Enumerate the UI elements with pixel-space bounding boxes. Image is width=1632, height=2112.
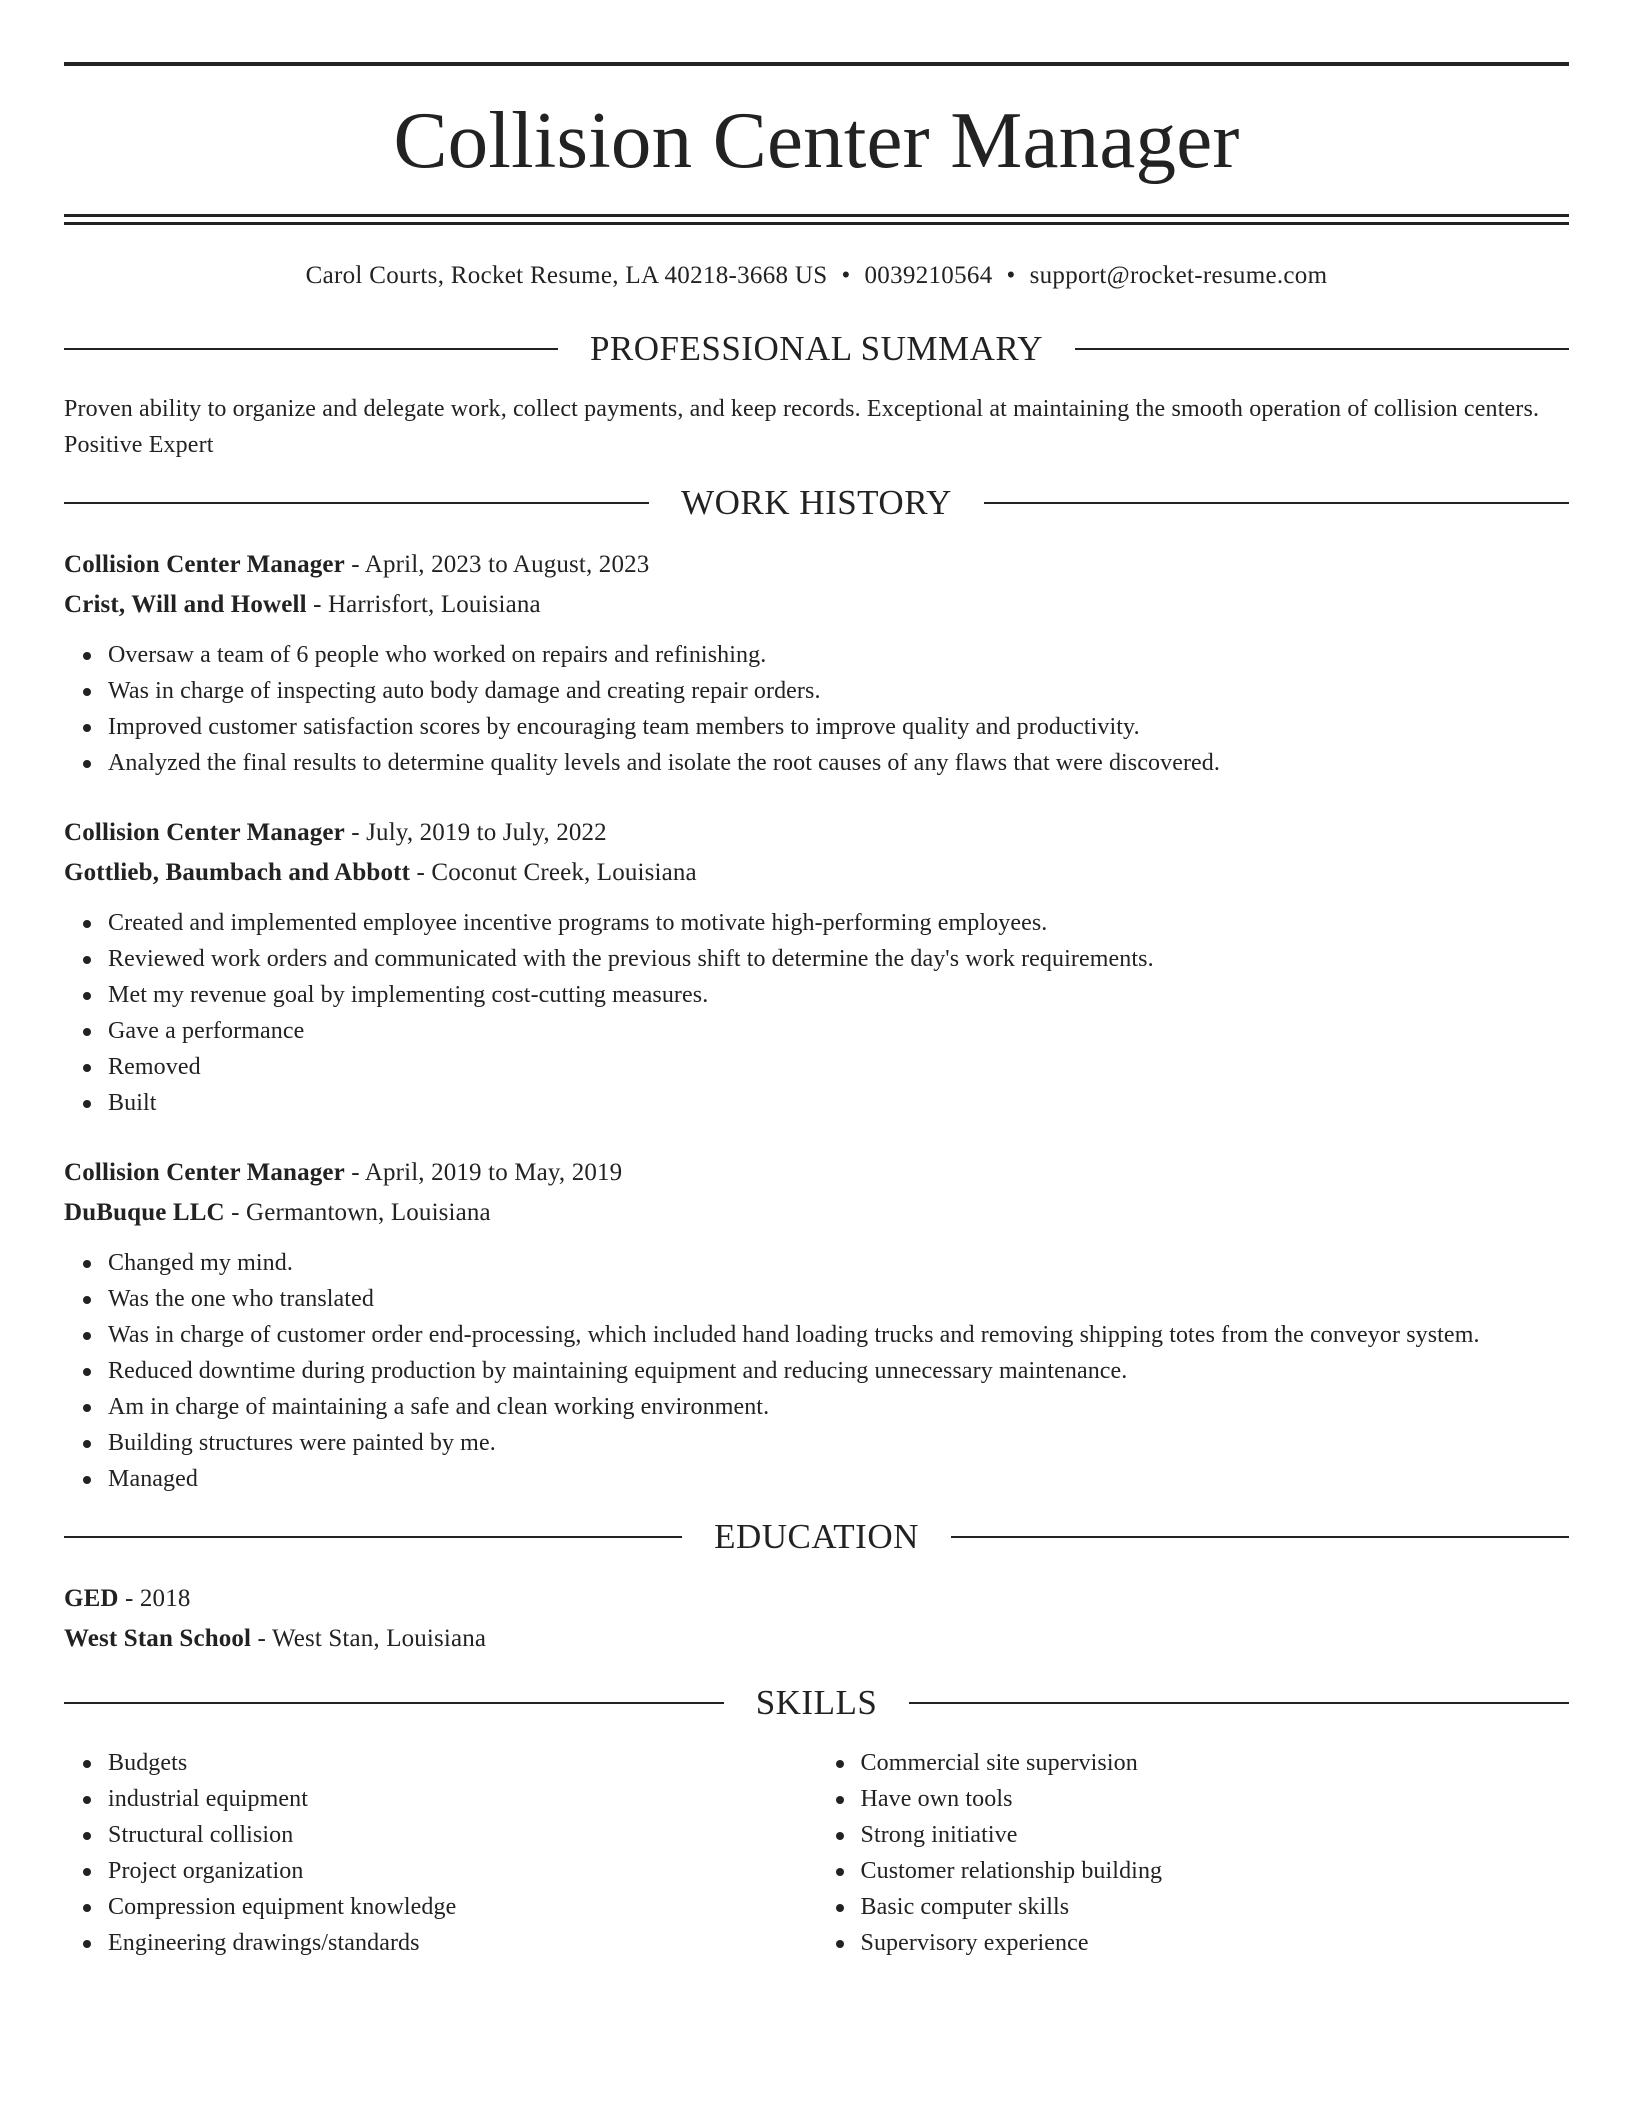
contact-separator: • (841, 262, 851, 289)
job-dates: - July, 2019 to July, 2022 (344, 819, 607, 846)
skill-item: Supervisory experience (861, 1925, 1570, 1961)
education-entry (64, 1579, 1569, 1659)
job-entry (64, 545, 1569, 781)
contact-separator: • (1006, 262, 1016, 289)
job-bullet: Reduced downtime during production by maintaining equipment and reducing unnecessary maintenance. (108, 1353, 1569, 1389)
section-title: SKILLS (755, 1683, 878, 1722)
heading-rule (1075, 348, 1569, 350)
education-year: - 2018 (118, 1585, 191, 1612)
job-bullet: Built (108, 1085, 1569, 1121)
job-bullet: Improved customer satisfaction scores by encouraging team members to improve quality and productivity. (108, 709, 1569, 745)
heading-rule (909, 1702, 1569, 1704)
contact-email: support@rocket-resume.com (1029, 262, 1328, 289)
skill-item: Budgets (108, 1745, 817, 1781)
job-bullet: Was in charge of customer order end-processing, which included hand loading trucks and removing shipping totes from the conveyor system. (108, 1317, 1569, 1353)
skill-item: Basic computer skills (861, 1889, 1570, 1925)
job-bullet: Changed my mind. (108, 1245, 1569, 1281)
job-dates: - April, 2019 to May, 2019 (344, 1159, 623, 1186)
skill-item: Engineering drawings/standards (108, 1925, 817, 1961)
heading-rule (984, 502, 1569, 504)
skill-item: Have own tools (861, 1781, 1570, 1817)
top-rule (64, 62, 1569, 66)
job-bullets (64, 637, 1569, 781)
job-location: - Germantown, Louisiana (224, 1199, 491, 1226)
job-bullet: Reviewed work orders and communicated with the previous shift to determine the day's work requirements. (108, 941, 1569, 977)
summary-text: Proven ability to organize and delegate work, collect payments, and keep records. Exceptional at maintaining the smooth operation of collision centers. Positive Expert (64, 396, 1540, 458)
job-bullet: Met my revenue goal by implementing cost-cutting measures. (108, 977, 1569, 1013)
resume-page (64, 62, 1569, 1961)
heading-rule (64, 502, 649, 504)
job-entry (64, 813, 1569, 1121)
skill-item: Customer relationship building (861, 1853, 1570, 1889)
heading-rule (64, 1702, 724, 1704)
skill-item: Structural collision (108, 1817, 817, 1853)
job-company: Crist, Will and Howell (64, 591, 307, 618)
job-title: Collision Center Manager (64, 819, 345, 846)
job-location: - Coconut Creek, Louisiana (410, 859, 697, 886)
job-location: - Harrisfort, Louisiana (306, 591, 541, 618)
skills-list (64, 1745, 1569, 1961)
education-degree: GED (64, 1585, 119, 1612)
job-company-line (64, 1193, 1569, 1233)
job-dates: - April, 2023 to August, 2023 (344, 551, 650, 578)
job-company-line (64, 853, 1569, 893)
job-bullet: Managed (108, 1461, 1569, 1497)
job-title-line (64, 813, 1569, 853)
resume-title: Collision Center Manager (393, 95, 1240, 185)
skills-column-right (817, 1745, 1570, 1961)
job-bullets (64, 905, 1569, 1121)
contact-address: Carol Courts, Rocket Resume, LA 40218-3668 US (305, 262, 828, 289)
work-history-heading (64, 481, 1569, 525)
job-bullet: Removed (108, 1049, 1569, 1085)
skill-item: Compression equipment knowledge (108, 1889, 817, 1925)
job-bullet: Oversaw a team of 6 people who worked on repairs and refinishing. (108, 637, 1569, 673)
heading-rule (64, 348, 558, 350)
skill-item: Commercial site supervision (861, 1745, 1570, 1781)
section-title: EDUCATION (714, 1517, 919, 1556)
heading-rule (64, 1536, 682, 1538)
section-title: PROFESSIONAL SUMMARY (589, 329, 1044, 368)
job-title: Collision Center Manager (64, 1159, 345, 1186)
heading-rule (951, 1536, 1569, 1538)
job-title-line (64, 1153, 1569, 1193)
job-bullet: Am in charge of maintaining a safe and clean working environment. (108, 1389, 1569, 1425)
skill-item: Project organization (108, 1853, 817, 1889)
job-bullet: Building structures were painted by me. (108, 1425, 1569, 1461)
education-heading (64, 1515, 1569, 1559)
summary-heading (64, 327, 1569, 371)
job-bullet: Created and implemented employee incentive programs to motivate high-performing employees. (108, 905, 1569, 941)
job-bullet: Was in charge of inspecting auto body damage and creating repair orders. (108, 673, 1569, 709)
skill-item: Strong initiative (861, 1817, 1570, 1853)
skills-heading (64, 1681, 1569, 1725)
education-location: - West Stan, Louisiana (251, 1625, 487, 1652)
job-company: Gottlieb, Baumbach and Abbott (64, 859, 411, 886)
education-school: West Stan School (64, 1625, 252, 1652)
job-title-line (64, 545, 1569, 585)
job-company-line (64, 585, 1569, 625)
contact-line (64, 259, 1569, 293)
skills-column-left (64, 1745, 817, 1961)
title-double-rule (64, 214, 1569, 225)
job-bullet: Gave a performance (108, 1013, 1569, 1049)
education-degree-line (64, 1579, 1569, 1619)
education-school-line (64, 1619, 1569, 1659)
skill-item: industrial equipment (108, 1781, 817, 1817)
job-bullets (64, 1245, 1569, 1497)
job-company: DuBuque LLC (64, 1199, 225, 1226)
contact-phone: 0039210564 (864, 262, 993, 289)
job-bullet: Analyzed the final results to determine quality levels and isolate the root causes of any flaws that were discovered. (108, 745, 1569, 781)
job-title: Collision Center Manager (64, 551, 345, 578)
job-entry (64, 1153, 1569, 1497)
section-title: WORK HISTORY (681, 483, 952, 522)
job-bullet: Was the one who translated (108, 1281, 1569, 1317)
